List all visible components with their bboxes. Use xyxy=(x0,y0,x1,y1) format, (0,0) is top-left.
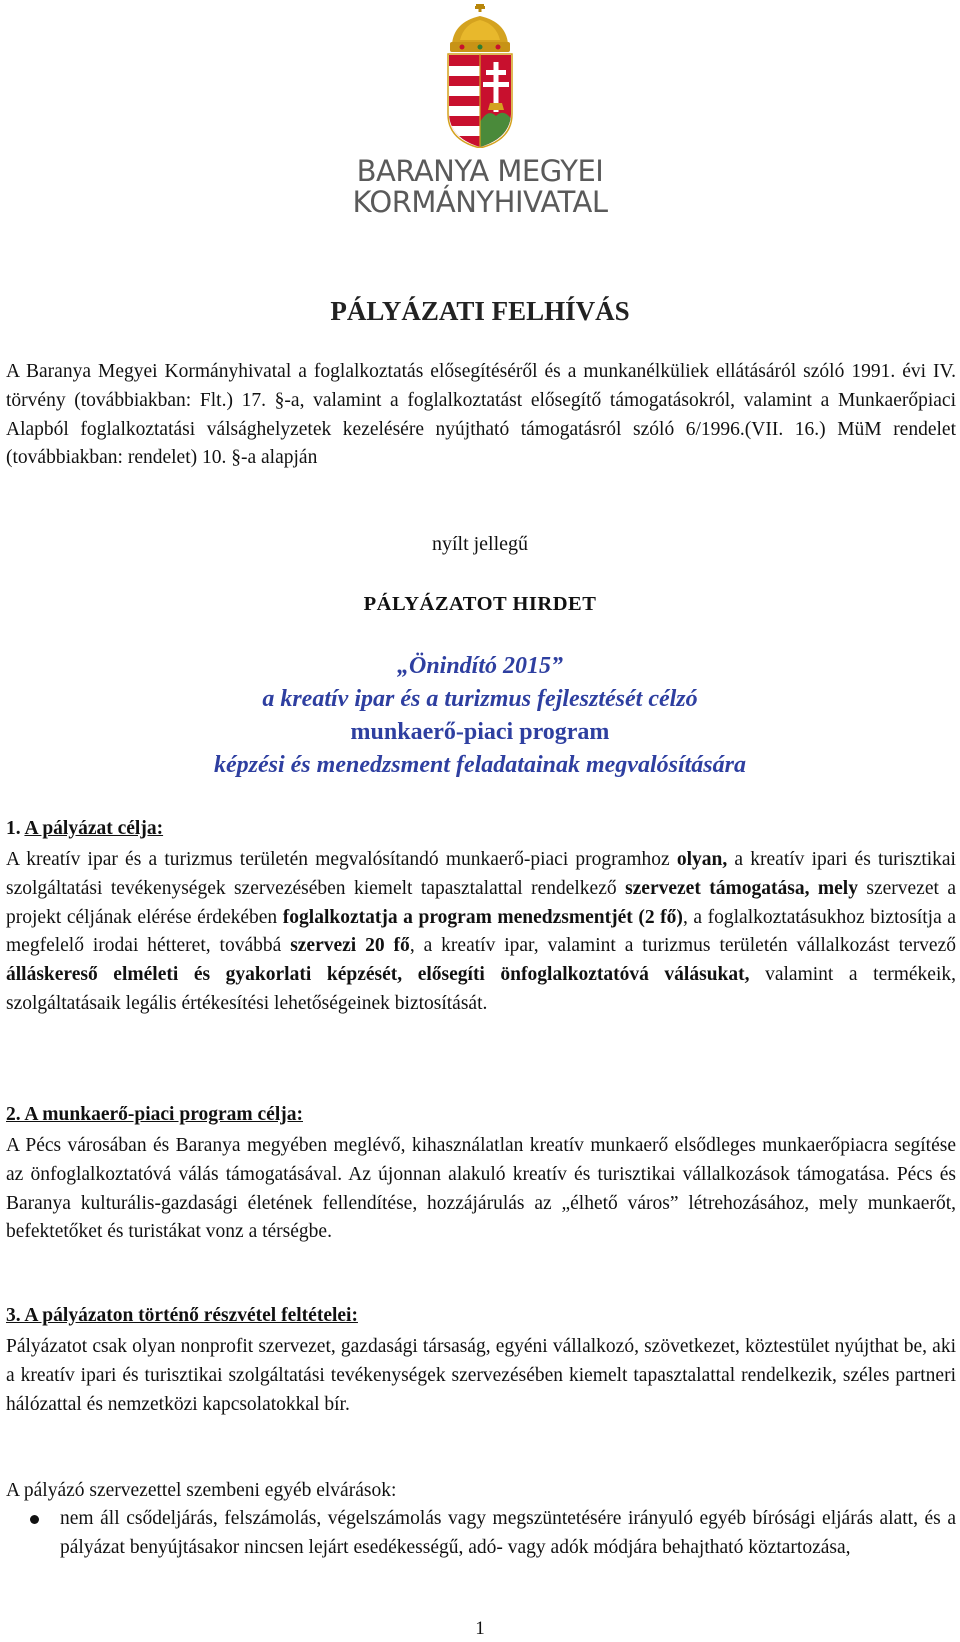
program-title-line1: „Önindító 2015” xyxy=(396,653,564,679)
section1-bold-4: szervezi 20 fő xyxy=(290,935,410,957)
section2-body: A Pécs városában és Baranya megyében meglévő, kihasználatlan kreatív munkaerő elsődleges munkaerőpiacra segítése az önfoglalkoztatóvá válás támogatásával. Az újonnan alakuló kreatív és turisztikai vállalkozások támogatása. Pécs és Baranya kulturális-gazdasági életének fellendítése, hozzájárulás az „élhető város” létrehozásához, mely munkaerőt, befektetőket és turistákat vonz a térségbe. xyxy=(6,1135,956,1243)
section1-text-3: szervezet a projekt céljának elérése érdekében xyxy=(6,877,956,928)
section1-title: A pályázat célja: xyxy=(24,818,164,839)
section3-expectations-label: A pályázó szervezettel szembeni egyéb elvárások: xyxy=(6,1480,397,1501)
section1-text-5: , a kreatív ipar, valamint a turizmus területén vállalkozást tervező xyxy=(409,935,956,957)
agency-name-line1: BARANYA MEGYEI xyxy=(356,154,604,188)
bullet-icon xyxy=(30,1515,39,1524)
section1-bold-2: szervezet támogatása, mely xyxy=(625,877,858,899)
section3-body: Pályázatot csak olyan nonprofit szervezet, gazdasági társaság, egyéni vállalkozó, szövetkezet, köztestület nyújthat be, aki a kreatív ipari és turisztikai szolgáltatási tevékenységek szervezésében kiemelt tapasztalattal rendelkezik, széles partneri hálózattal és nemzetközi kapcsolatokkal bír. xyxy=(6,1336,956,1415)
section1-text-2: a kreatív ipari és turisztikai szolgáltatási tevékenységek szervezésében kiemelt tapasztalattal rendelkező xyxy=(6,849,956,899)
section1-text-6: valamint a termékeik, szolgáltatásaik legális értékesítési lehetőségeinek biztosítását. xyxy=(6,964,957,1014)
open-call-label: nyílt jellegű xyxy=(431,533,529,555)
announcement-heading: PÁLYÁZATOT HIRDET xyxy=(363,593,597,615)
section2-heading: 2. A munkaerő-piaci program célja: xyxy=(6,1104,303,1125)
section1-number: 1. xyxy=(6,818,21,839)
program-title-line4: képzési és menedzsment feladatainak megvalósítására xyxy=(214,752,746,778)
agency-name-line2: KORMÁNYHIVATAL xyxy=(352,185,608,219)
section1-bold-3: foglalkoztatja a program menedzsmentjét (2 fő) xyxy=(282,906,683,928)
agency-logo xyxy=(330,4,630,219)
section1-bold-5: álláskereső elméleti és gyakorlati képzését, elősegíti önfoglalkoztatóvá válásukat, xyxy=(6,964,750,986)
section3-heading: 3. A pályázaton történő részvétel feltételei: xyxy=(6,1305,358,1326)
program-title-line3: munkaerő-piaci program xyxy=(350,719,610,745)
program-title-line2: a kreatív ipar és a turizmus fejlesztését célzó xyxy=(262,686,698,712)
section1-bold-1: olyan, xyxy=(676,849,728,870)
section1-body xyxy=(6,846,956,1019)
section1-heading xyxy=(6,818,163,840)
list-item: nem áll csődeljárás, felszámolás, végelszámolás vagy megszüntetésére irányuló egyéb bírósági eljárás alatt, és a pályázat benyújtásakor nincsen lejárt esedékességű, adó- vagy adók módjára behajtható köztartozása, xyxy=(60,1508,956,1558)
section1-text-4: , a foglalkoztatásukhoz biztosítja a megfelelő irodai hétteret, továbbá xyxy=(6,906,956,957)
agency-name xyxy=(330,156,630,218)
page-number: 1 xyxy=(475,1618,485,1639)
section1-text-1: A kreatív ipar és a turizmus területén megvalósítandó munkaerő-piaci programhoz xyxy=(6,849,677,870)
intro-paragraph: A Baranya Megyei Kormányhivatal a foglalkoztatás elősegítéséről és a munkanélküliek ellátásáról szóló 1991. évi IV. törvény (továbbiakban: Flt.) 17. §-a, valamint a foglalkoztatást elősegítő támogatásokról, valamint a Munkaerőpiaci Alapból foglalkoztatási válsághelyzetek kezelésére nyújtható támogatásról szóló 6/1996.(VII. 16.) MüM rendelet (továbbiakban: rendelet) 10. §-a alapján xyxy=(6,361,956,469)
document-title: PÁLYÁZATI FELHÍVÁS xyxy=(330,296,630,326)
hungarian-coat-of-arms-icon xyxy=(442,4,518,148)
